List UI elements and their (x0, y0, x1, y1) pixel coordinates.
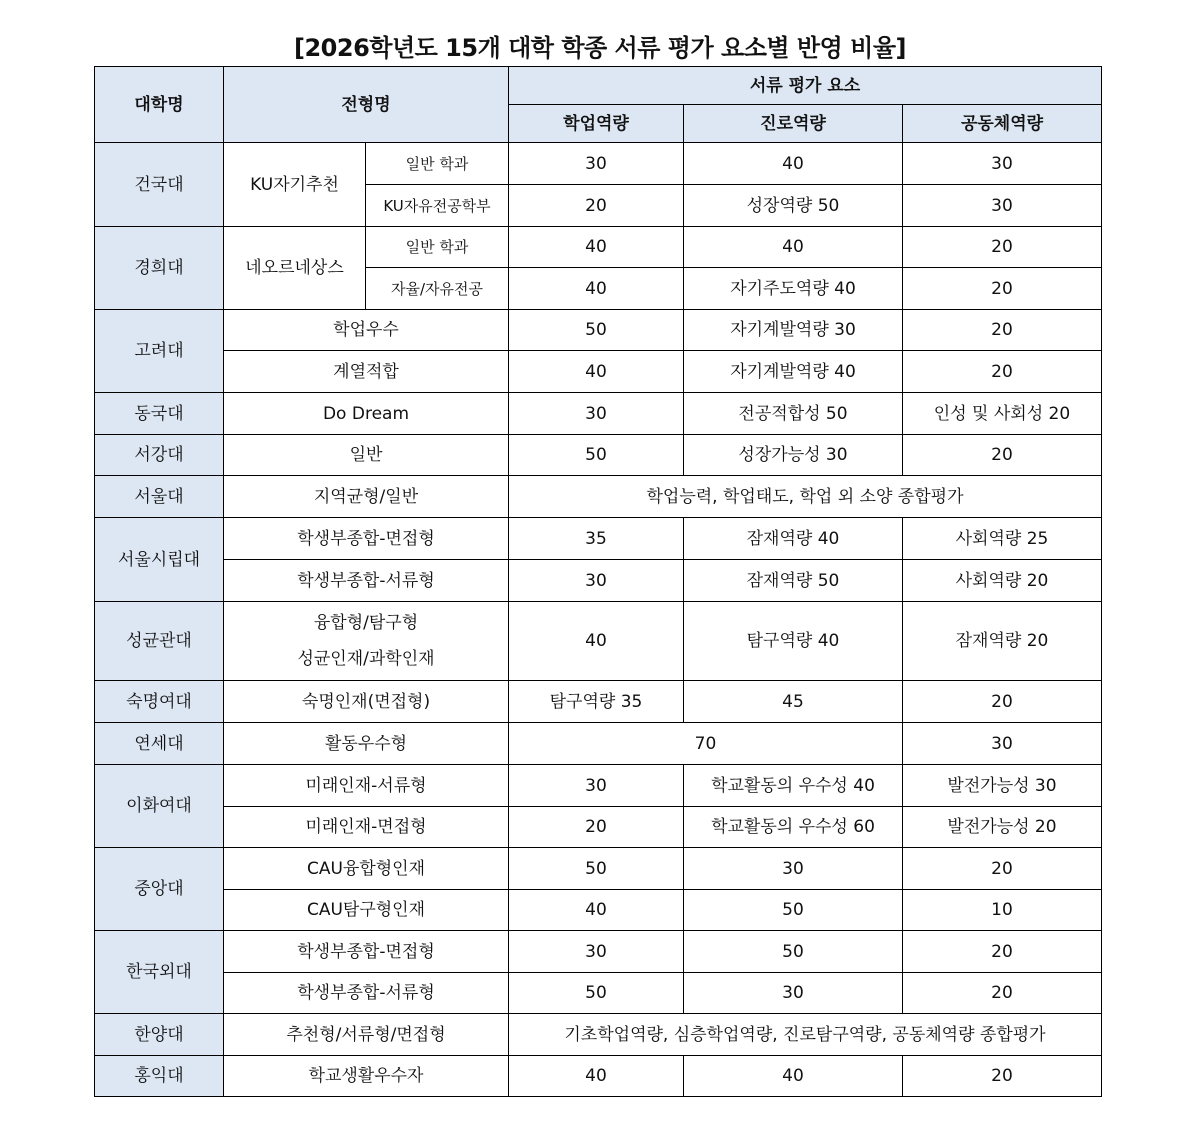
academic-cell: 50 (509, 435, 684, 476)
career-cell: 성장역량 50 (684, 185, 903, 227)
academic-cell: 40 (509, 890, 684, 931)
community-cell: 20 (903, 681, 1102, 723)
admission-cell: 학교생활우수자 (224, 1056, 509, 1097)
header-row-1 (95, 67, 1102, 105)
career-cell: 40 (684, 227, 903, 268)
table-row (95, 602, 1102, 681)
header-career: 진로역량 (684, 105, 903, 143)
community-cell: 20 (903, 268, 1102, 310)
table-row (95, 560, 1102, 602)
admission-cell: 학업우수 (224, 310, 509, 351)
university-cell: 경희대 (95, 227, 224, 310)
header-eval-group: 서류 평가 요소 (509, 67, 1102, 105)
university-cell: 서울시립대 (95, 518, 224, 602)
university-cell: 한양대 (95, 1014, 224, 1056)
table-row (95, 723, 1102, 765)
career-cell: 잠재역량 40 (684, 518, 903, 560)
table-row (95, 807, 1102, 848)
header-admission: 전형명 (224, 67, 509, 143)
career-cell: 50 (684, 931, 903, 973)
academic-cell: 30 (509, 393, 684, 435)
career-cell: 학교활동의 우수성 60 (684, 807, 903, 848)
academic-cell: 30 (509, 143, 684, 185)
community-cell: 20 (903, 848, 1102, 890)
admission-cell: 학생부종합-서류형 (224, 560, 509, 602)
community-cell: 20 (903, 435, 1102, 476)
university-cell: 홍익대 (95, 1056, 224, 1097)
career-cell: 자기계발역량 30 (684, 310, 903, 351)
academic-cell: 50 (509, 310, 684, 351)
table-row (95, 890, 1102, 931)
sub-track-cell: 자율/자유전공 (366, 268, 509, 310)
table-row (95, 518, 1102, 560)
merged-eval-cell: 기초학업역량, 심층학업역량, 진로탐구역량, 공동체역량 종합평가 (509, 1014, 1102, 1056)
admission-cell: 추천형/서류형/면접형 (224, 1014, 509, 1056)
admission-cell: CAU융합형인재 (224, 848, 509, 890)
academic-cell: 30 (509, 765, 684, 807)
merged-eval-cell: 학업능력, 학업태도, 학업 외 소양 종합평가 (509, 476, 1102, 518)
university-cell: 서울대 (95, 476, 224, 518)
academic-cell: 탐구역량 35 (509, 681, 684, 723)
academic-cell: 40 (509, 1056, 684, 1097)
community-cell: 20 (903, 351, 1102, 393)
header-community: 공동체역량 (903, 105, 1102, 143)
table-row (95, 848, 1102, 890)
career-cell: 자기계발역량 40 (684, 351, 903, 393)
community-cell: 사회역량 20 (903, 560, 1102, 602)
community-cell: 20 (903, 1056, 1102, 1097)
community-cell: 발전가능성 30 (903, 765, 1102, 807)
career-cell: 자기주도역량 40 (684, 268, 903, 310)
academic-cell: 40 (509, 351, 684, 393)
university-cell: 연세대 (95, 723, 224, 765)
table-row (95, 310, 1102, 351)
sub-track-cell: KU자유전공학부 (366, 185, 509, 227)
admission-cell: 일반 (224, 435, 509, 476)
community-cell: 20 (903, 973, 1102, 1014)
academic-cell: 40 (509, 268, 684, 310)
community-cell: 10 (903, 890, 1102, 931)
admission-cell: 미래인재-면접형 (224, 807, 509, 848)
career-cell: 잠재역량 50 (684, 560, 903, 602)
community-cell: 30 (903, 143, 1102, 185)
career-cell: 30 (684, 973, 903, 1014)
community-cell: 20 (903, 227, 1102, 268)
academic-cell: 20 (509, 185, 684, 227)
admission-line: 성균인재/과학인재 (297, 649, 435, 669)
academic-cell: 20 (509, 807, 684, 848)
sub-track-cell: 일반 학과 (366, 227, 509, 268)
admission-cell: 미래인재-서류형 (224, 765, 509, 807)
community-cell: 잠재역량 20 (903, 602, 1102, 681)
university-cell: 한국외대 (95, 931, 224, 1014)
career-cell: 탐구역량 40 (684, 602, 903, 681)
table-row (95, 1014, 1102, 1056)
academic-cell: 40 (509, 227, 684, 268)
admission-line: 융합형/탐구형 (313, 613, 419, 633)
admission-cell (224, 602, 509, 681)
community-cell: 20 (903, 310, 1102, 351)
admission-cell: KU자기추천 (224, 143, 366, 227)
admission-cell: CAU탐구형인재 (224, 890, 509, 931)
admission-cell: 활동우수형 (224, 723, 509, 765)
university-cell: 성균관대 (95, 602, 224, 681)
sub-track-cell: 일반 학과 (366, 143, 509, 185)
page-title: [2026학년도 15개 대학 학종 서류 평가 요소별 반영 비율] (294, 34, 906, 62)
career-cell: 학교활동의 우수성 40 (684, 765, 903, 807)
university-cell: 이화여대 (95, 765, 224, 848)
university-cell: 고려대 (95, 310, 224, 393)
academic-cell: 50 (509, 973, 684, 1014)
university-cell: 중앙대 (95, 848, 224, 931)
academic-cell: 30 (509, 560, 684, 602)
table-row (95, 435, 1102, 476)
evaluation-ratio-table (94, 66, 1102, 1097)
header-academic: 학업역량 (509, 105, 684, 143)
community-cell: 30 (903, 185, 1102, 227)
admission-cell: 네오르네상스 (224, 227, 366, 310)
academic-cell: 30 (509, 931, 684, 973)
admission-cell: 계열적합 (224, 351, 509, 393)
table-row (95, 765, 1102, 807)
academic-cell: 50 (509, 848, 684, 890)
merged-academic-career-cell: 70 (509, 723, 903, 765)
table-row (95, 351, 1102, 393)
university-cell: 서강대 (95, 435, 224, 476)
community-cell: 20 (903, 931, 1102, 973)
career-cell: 전공적합성 50 (684, 393, 903, 435)
university-cell: 숙명여대 (95, 681, 224, 723)
table-row (95, 931, 1102, 973)
table-row (95, 143, 1102, 185)
career-cell: 45 (684, 681, 903, 723)
table-row (95, 973, 1102, 1014)
career-cell: 30 (684, 848, 903, 890)
university-cell: 동국대 (95, 393, 224, 435)
academic-cell: 40 (509, 602, 684, 681)
community-cell: 30 (903, 723, 1102, 765)
table-row (95, 227, 1102, 268)
admission-cell: 학생부종합-서류형 (224, 973, 509, 1014)
university-cell: 건국대 (95, 143, 224, 227)
career-cell: 성장가능성 30 (684, 435, 903, 476)
admission-cell: 학생부종합-면접형 (224, 931, 509, 973)
table-row (95, 393, 1102, 435)
admission-cell: 학생부종합-면접형 (224, 518, 509, 560)
table-row (95, 1056, 1102, 1097)
table-row (95, 681, 1102, 723)
career-cell: 50 (684, 890, 903, 931)
admission-cell: 지역균형/일반 (224, 476, 509, 518)
admission-cell: Do Dream (224, 393, 509, 435)
academic-cell: 35 (509, 518, 684, 560)
community-cell: 사회역량 25 (903, 518, 1102, 560)
career-cell: 40 (684, 1056, 903, 1097)
career-cell: 40 (684, 143, 903, 185)
table-row (95, 476, 1102, 518)
admission-cell: 숙명인재(면접형) (224, 681, 509, 723)
header-university: 대학명 (95, 67, 224, 143)
community-cell: 인성 및 사회성 20 (903, 393, 1102, 435)
community-cell: 발전가능성 20 (903, 807, 1102, 848)
